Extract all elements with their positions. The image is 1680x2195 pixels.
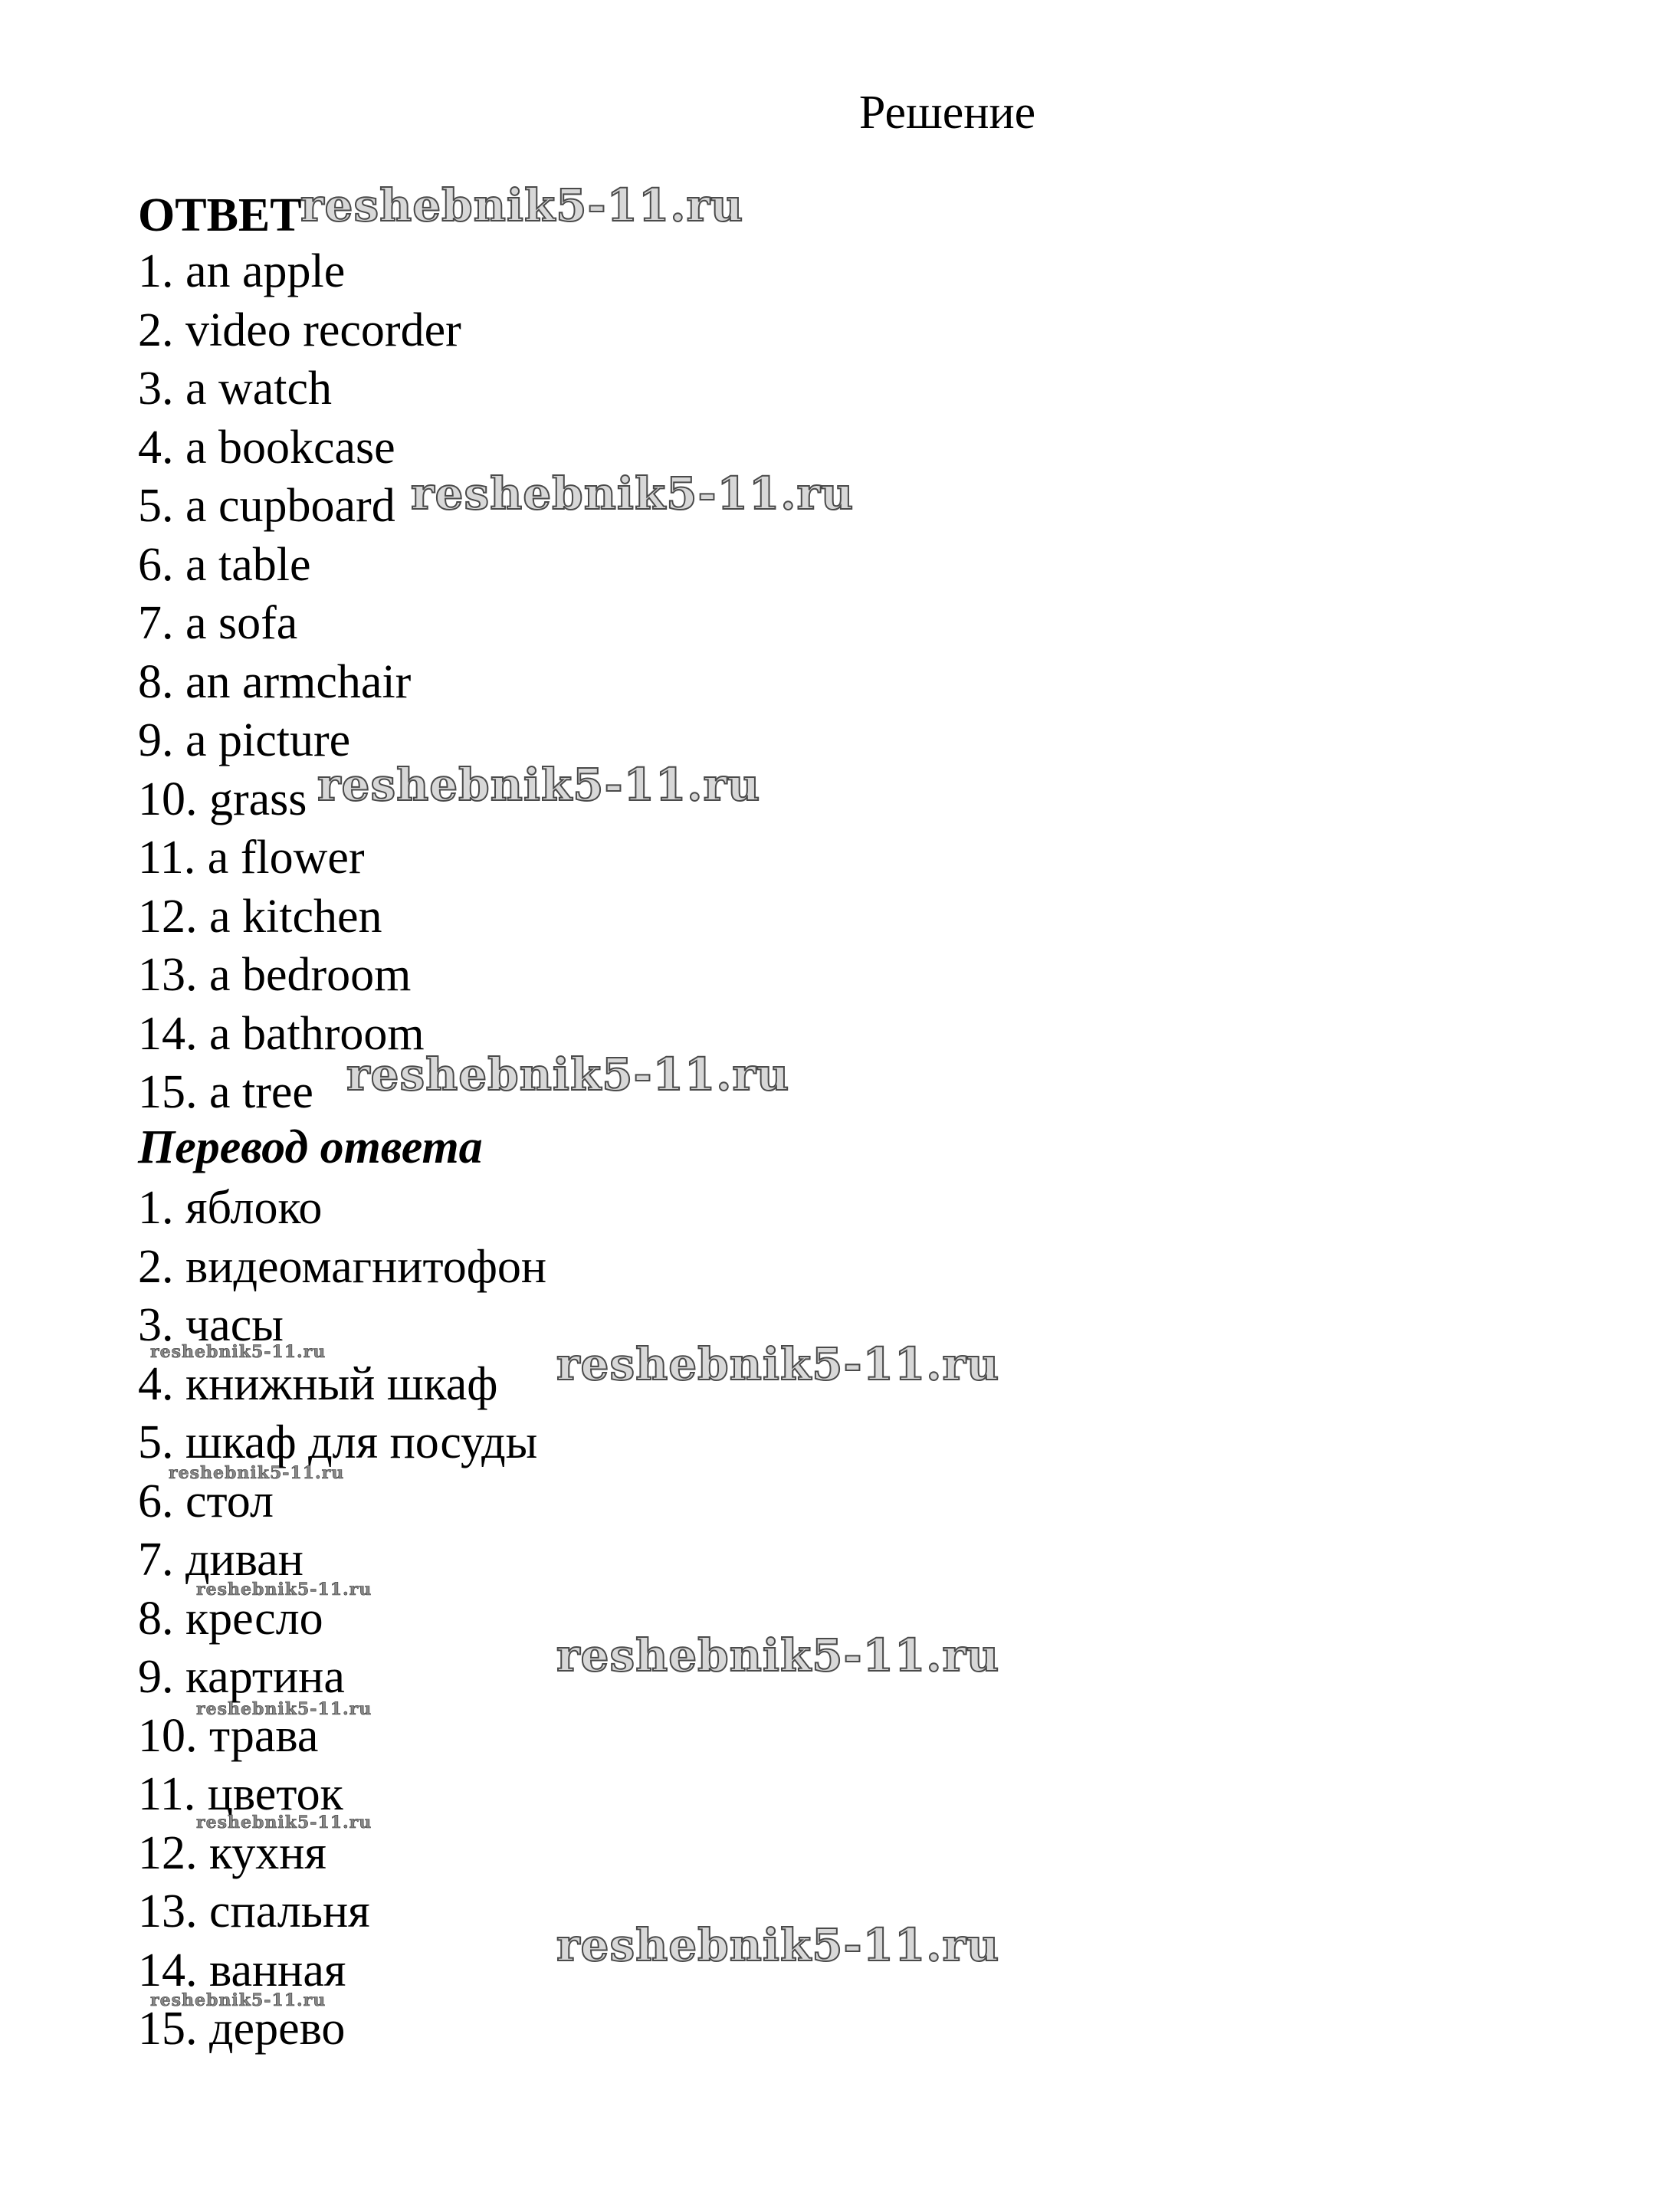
item-number: 4. (138, 1357, 174, 1410)
item-number: 14. (138, 1944, 198, 1996)
item-text: a table (185, 538, 311, 591)
item-text: книжный шкаф (185, 1357, 498, 1410)
item-text: a watch (185, 363, 333, 415)
item-text: цветок (207, 1768, 343, 1820)
list-item (138, 1882, 546, 1941)
list-item (138, 536, 461, 595)
item-number: 1. (138, 1182, 174, 1234)
item-text: a bathroom (209, 1007, 425, 1060)
list-item (138, 1238, 546, 1297)
item-text: a bookcase (185, 421, 395, 474)
watermark: reshebnik5-11.ru (300, 179, 744, 231)
item-text: спальня (209, 1885, 370, 1937)
item-number: 12. (138, 1826, 198, 1879)
item-text: a sofa (185, 597, 298, 649)
item-number: 14. (138, 1007, 198, 1060)
item-text: кресло (185, 1592, 323, 1645)
item-text: a cupboard (185, 480, 395, 532)
item-text: видеомагнитофон (185, 1240, 547, 1293)
item-text: стол (185, 1475, 274, 1527)
item-number: 9. (138, 714, 174, 766)
list-item (138, 828, 461, 888)
item-number: 15. (138, 1066, 198, 1118)
item-text: an armchair (185, 655, 412, 708)
item-number: 6. (138, 1475, 174, 1527)
item-text: video recorder (185, 303, 461, 356)
item-number: 13. (138, 949, 198, 1001)
translation-heading: Перевод ответа (138, 1121, 483, 1173)
watermark: reshebnik5-11.ru (556, 1919, 1000, 1971)
item-number: 8. (138, 1592, 174, 1645)
item-text: дерево (209, 2003, 346, 2055)
list-item (138, 653, 461, 712)
item-text: диван (185, 1534, 304, 1586)
item-number: 10. (138, 773, 198, 825)
item-text: трава (209, 1709, 319, 1762)
item-text: ванная (209, 1944, 346, 1996)
list-item (138, 1355, 546, 1414)
item-number: 5. (138, 1416, 174, 1468)
item-number: 10. (138, 1709, 198, 1762)
list-item (138, 888, 461, 947)
item-number: 11. (138, 1768, 196, 1820)
list-item (138, 594, 461, 653)
watermark: reshebnik5-11.ru (346, 1048, 790, 1101)
item-text: a picture (185, 714, 351, 766)
item-text: a kitchen (209, 890, 382, 943)
item-number: 2. (138, 1240, 174, 1293)
item-text: an apple (185, 245, 346, 297)
item-text: кухня (209, 1826, 326, 1879)
list-item (138, 946, 461, 1005)
answer-list (138, 242, 461, 1122)
list-item (138, 301, 461, 360)
item-number: 7. (138, 1534, 174, 1586)
item-number: 1. (138, 245, 174, 297)
watermark: reshebnik5-11.ru (169, 1463, 345, 1483)
item-number: 15. (138, 2003, 198, 2055)
translation-list (138, 1179, 546, 2059)
item-text: grass (209, 773, 307, 825)
item-number: 13. (138, 1885, 198, 1937)
watermark: reshebnik5-11.ru (196, 1813, 372, 1832)
list-item (138, 359, 461, 418)
item-text: часы (185, 1299, 284, 1351)
item-text: картина (185, 1651, 345, 1703)
item-number: 12. (138, 890, 198, 943)
watermark: reshebnik5-11.ru (150, 1990, 326, 2010)
item-number: 7. (138, 597, 174, 649)
list-item (138, 1648, 546, 1707)
item-text: a flower (207, 832, 365, 884)
item-number: 6. (138, 538, 174, 591)
item-text: шкаф для посуды (185, 1416, 538, 1468)
item-number: 4. (138, 421, 174, 474)
item-text: a tree (209, 1066, 313, 1118)
item-number: 2. (138, 303, 174, 356)
watermark: reshebnik5-11.ru (556, 1629, 1000, 1682)
page-title: Решение (858, 87, 1036, 139)
item-number: 8. (138, 655, 174, 708)
item-number: 11. (138, 832, 196, 884)
watermark: reshebnik5-11.ru (196, 1699, 372, 1719)
watermark: reshebnik5-11.ru (150, 1342, 326, 1362)
watermark: reshebnik5-11.ru (411, 468, 855, 520)
list-item (138, 1179, 546, 1238)
answer-heading: ОТВЕТ (138, 189, 302, 241)
item-number: 5. (138, 480, 174, 532)
item-text: яблоко (185, 1182, 323, 1234)
item-text: a bedroom (209, 949, 412, 1001)
item-number: 3. (138, 1299, 174, 1351)
watermark: reshebnik5-11.ru (556, 1338, 1000, 1390)
watermark: reshebnik5-11.ru (196, 1580, 372, 1599)
item-number: 9. (138, 1651, 174, 1703)
item-number: 3. (138, 363, 174, 415)
list-item (138, 242, 461, 301)
watermark: reshebnik5-11.ru (317, 759, 761, 811)
